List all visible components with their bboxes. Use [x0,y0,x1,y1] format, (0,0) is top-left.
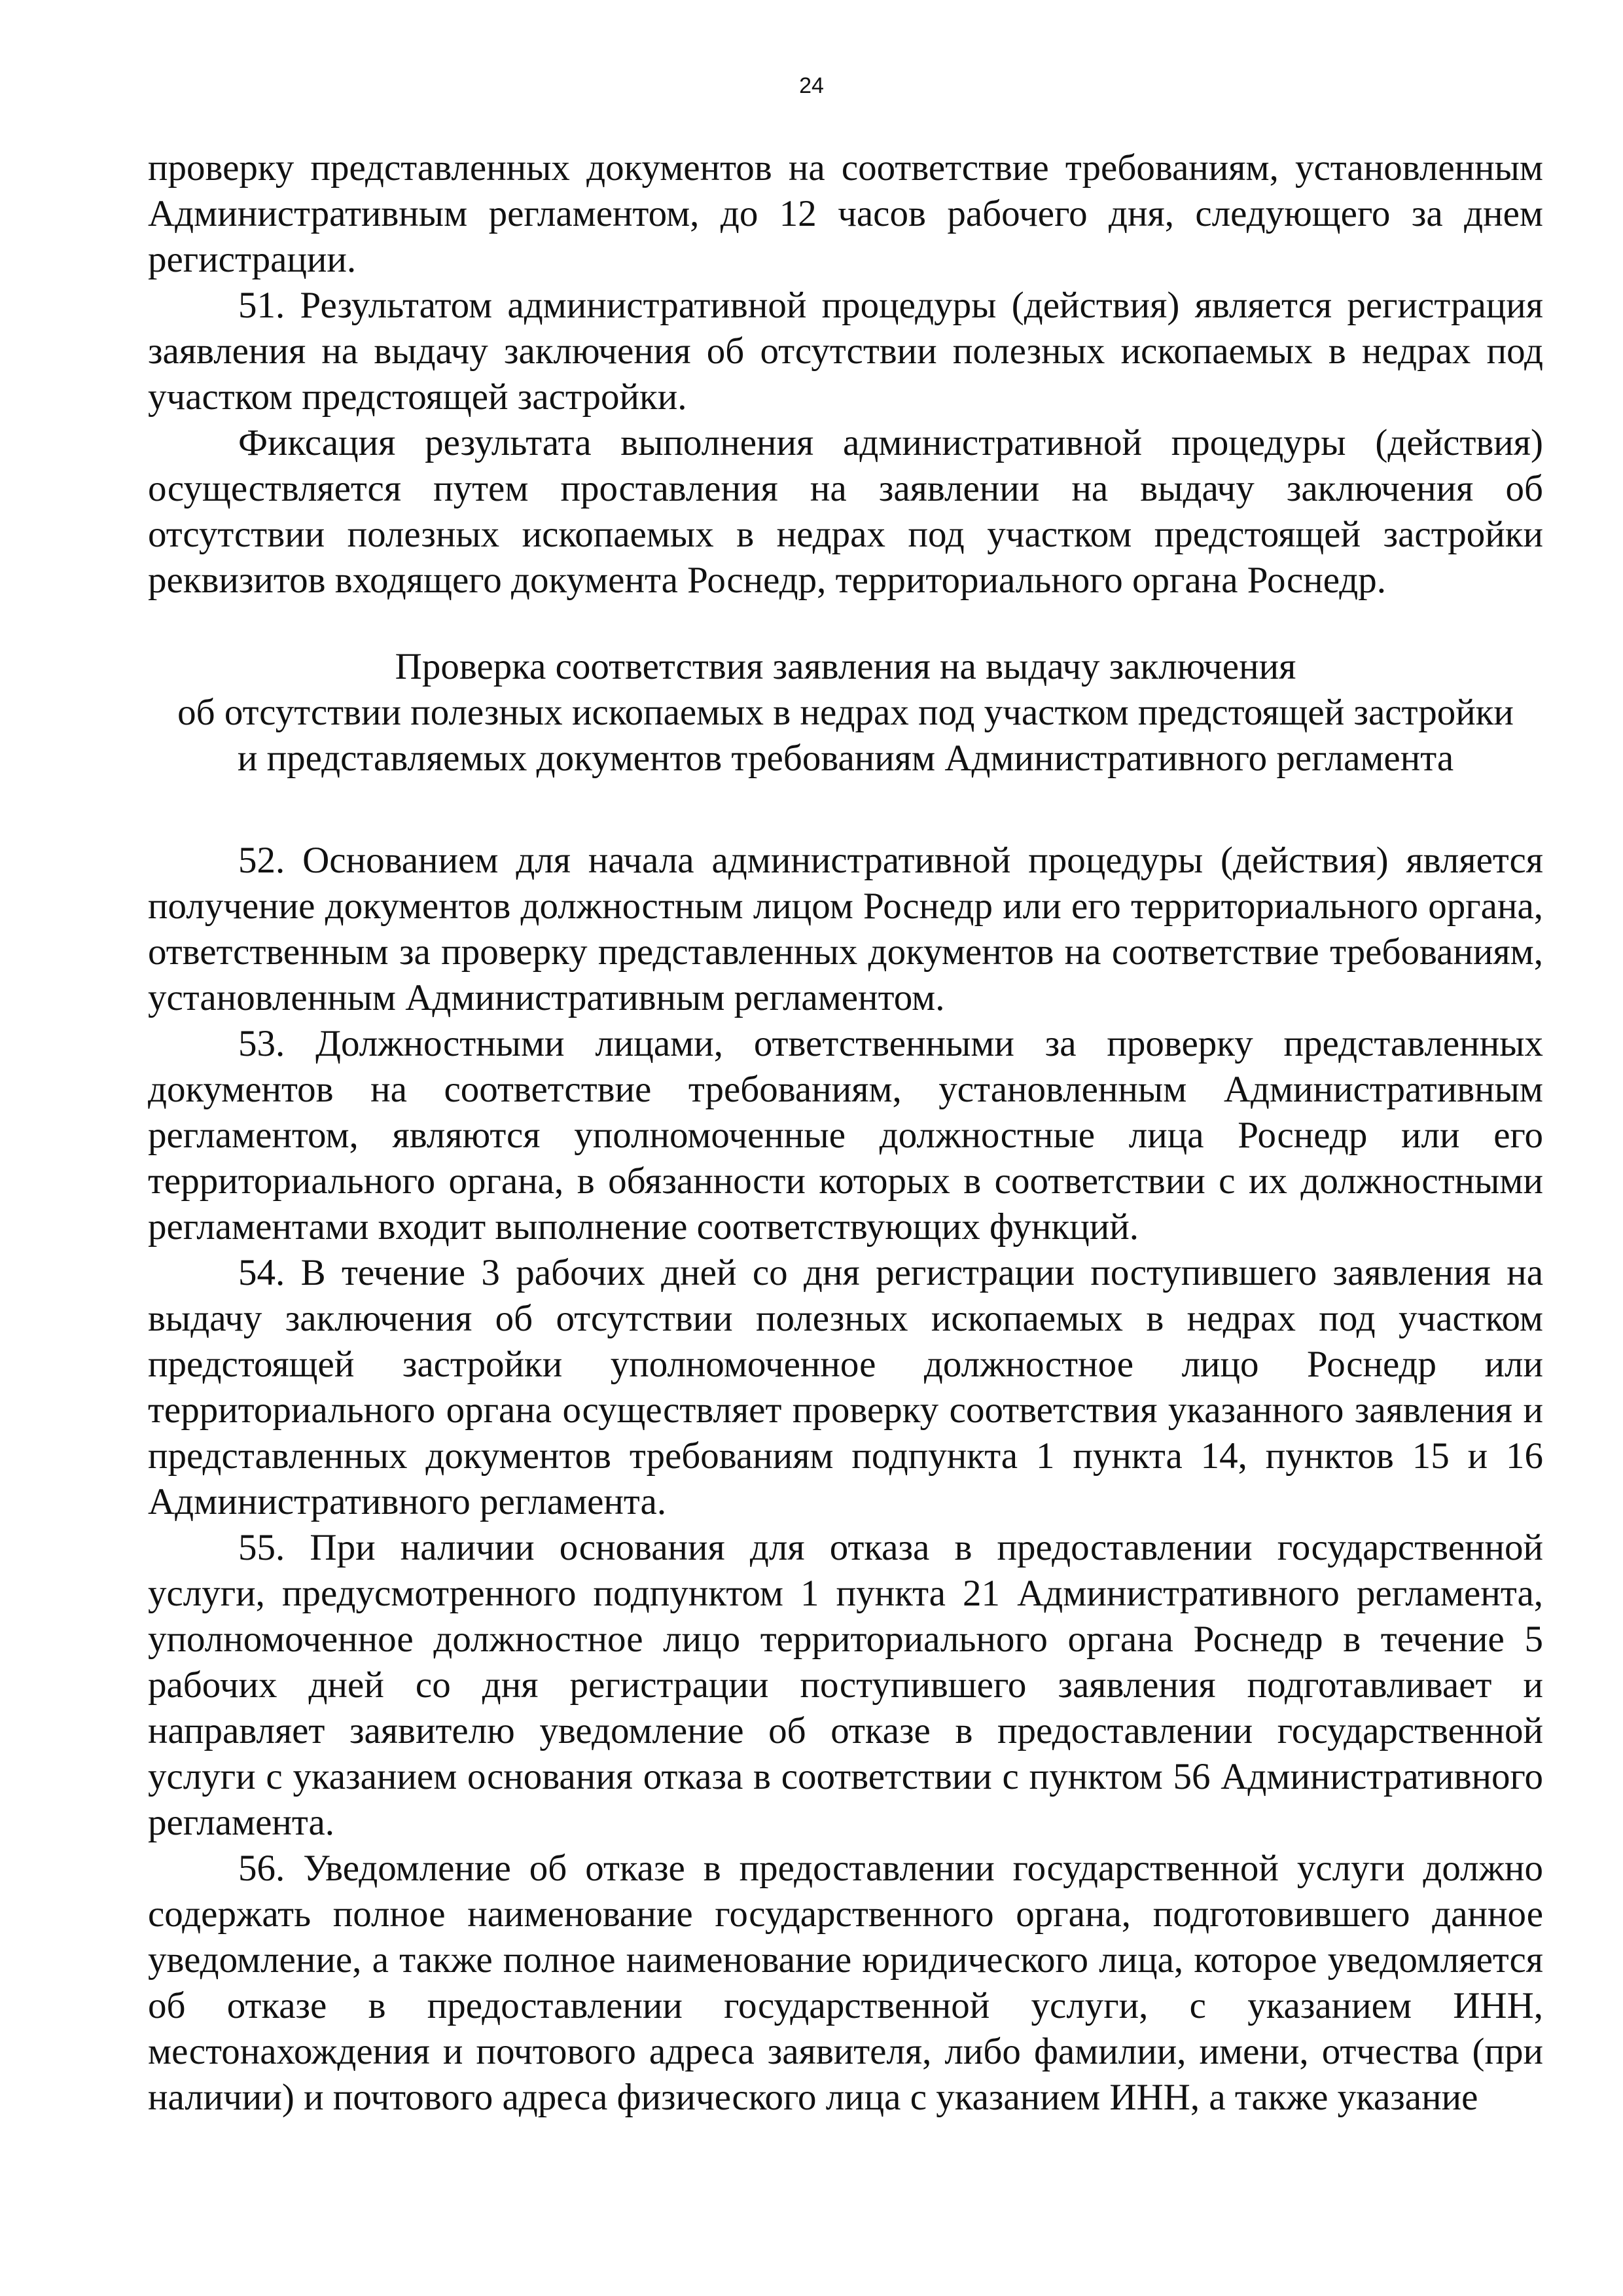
section-heading-line-2: об отсутствии полезных ископаемых в недрах под участком предстоящей застройки [177,692,1514,733]
paragraph-53: 53. Должностными лицами, ответственными за проверку представленных документов на соответствие требованиям, установленным Административным регламентом, являются уполномоченные должностные лица Роснедр или его территориального органа, в обязанности которых в соответствии с их должностными регламентами входит выполнение соответствующих функций. [148,1023,1543,1247]
paragraph-continuation: проверку представленных документов на соответствие требованиям, установленным Административным регламентом, до 12 часов рабочего дня, следующего за днем регистрации. [148,147,1543,280]
document-body [148,145,1543,2121]
paragraph-56: 56. Уведомление об отказе в предоставлении государственной услуги должно содержать полное наименование государственного органа, подготовившего данное уведомление, а также полное наименование юридического лица, которое уведомляется об отказе в предоставлении государственной услуги, с указанием ИНН, местонахождения и почтового адреса заявителя, либо фамилии, имени, отчества (при наличии) и почтового адреса физического лица с указанием ИНН, а также указание [148,1848,1543,2118]
paragraph-55: 55. При наличии основания для отказа в предоставлении государственной услуги, предусмотренного подпунктом 1 пункта 21 Административного регламента, уполномоченное должностное лицо территориального органа Роснедр в течение 5 рабочих дней со дня регистрации поступившего заявления подготавливает и направляет заявителю уведомление об отказе в предоставлении государственной услуги с указанием основания отказа в соответствии с пунктом 56 Административного регламента. [148,1527,1543,1843]
section-heading-line-3: и представляемых документов требованиям Административного регламента [237,738,1454,779]
page-number: 24 [799,73,824,98]
section-heading-line-1: Проверка соответствия заявления на выдачу заключения [395,646,1296,687]
paragraph-54: 54. В течение 3 рабочих дней со дня регистрации поступившего заявления на выдачу заключения об отсутствии полезных ископаемых в недрах под участком предстоящей застройки уполномоченное должностное лицо Роснедр или территориального органа осуществляет проверку соответствия указанного заявления и представленных документов требованиям подпункта 1 пункта 14, пунктов 15 и 16 Административного регламента. [148,1252,1543,1522]
paragraph-51-fixation: Фиксация результата выполнения административной процедуры (действия) осуществляется путем проставления на заявлении на выдачу заключения об отсутствии полезных ископаемых в недрах под участком предстоящей застройки реквизитов входящего документа Роснедр, территориального органа Роснедр. [148,422,1543,601]
paragraph-51: 51. Результатом административной процедуры (действия) является регистрация заявления на выдачу заключения об отсутствии полезных ископаемых в недрах под участком предстоящей застройки. [148,285,1543,418]
paragraph-52: 52. Основанием для начала административной процедуры (действия) является получение документов должностным лицом Роснедр или его территориального органа, ответственным за проверку представленных документов на соответствие требованиям, установленным Административным регламентом. [148,840,1543,1018]
section-heading [148,644,1543,781]
